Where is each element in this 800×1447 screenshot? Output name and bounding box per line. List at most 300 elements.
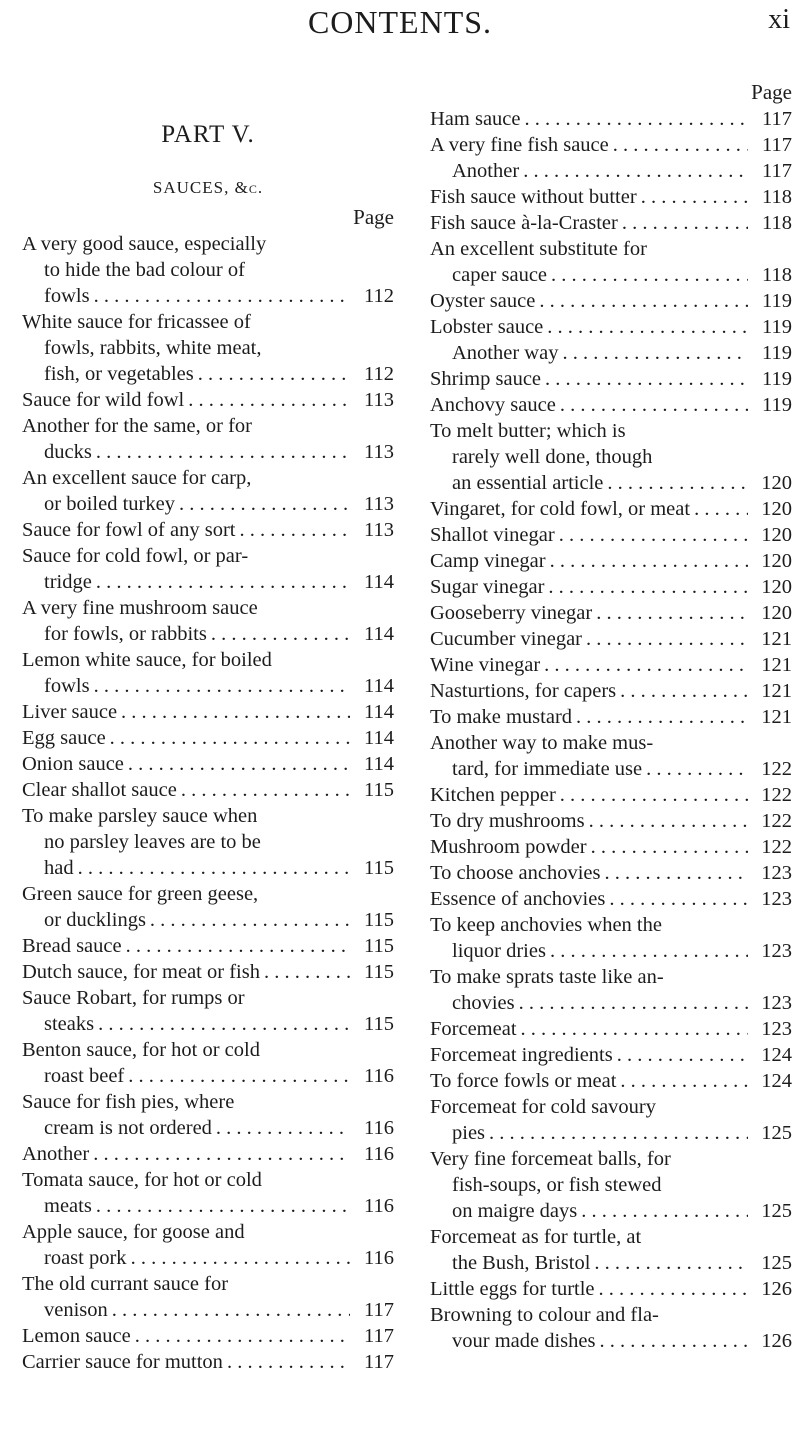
- entry-title-line: To force fowls or meat: [430, 1070, 617, 1092]
- dot-leader: [559, 522, 748, 548]
- contents-entry: [22, 1271, 394, 1323]
- contents-entry: [430, 652, 792, 678]
- entry-final-line: [430, 132, 792, 158]
- dot-leader: [98, 1011, 350, 1037]
- entry-page-number: 123: [761, 940, 792, 962]
- entry-title-line: Lobster sauce: [430, 316, 544, 338]
- entry-final-line: [430, 600, 792, 626]
- dot-leader: [121, 699, 350, 725]
- entry-page-number: 125: [761, 1122, 792, 1144]
- entry-title-line: Sauce for cold fowl, or par-: [22, 545, 249, 567]
- entry-title-line: venison: [44, 1299, 108, 1321]
- contents-entry: [430, 106, 792, 132]
- entry-page-number: 119: [762, 394, 792, 416]
- entry-title-line: Forcemeat ingredients: [430, 1044, 613, 1066]
- entry-title-line: Onion sauce: [22, 753, 124, 775]
- entry-title-line: Another way: [452, 342, 559, 364]
- entry-title-line: fowls: [44, 285, 90, 307]
- entry-final-line: [22, 491, 394, 517]
- dot-leader: [646, 756, 748, 782]
- entry-title-line: liquor dries: [452, 940, 546, 962]
- entry-final-line: [430, 574, 792, 600]
- dot-leader: [599, 1276, 748, 1302]
- entry-title-line: An excellent substitute for: [430, 238, 647, 260]
- entry-title-line: To melt butter; which is: [430, 420, 626, 442]
- entry-page-number: 112: [364, 285, 394, 307]
- entry-title-line: had: [44, 857, 74, 879]
- contents-entry: [430, 730, 792, 782]
- entry-page-number: 115: [364, 779, 394, 801]
- entry-page-number: 114: [364, 571, 394, 593]
- dot-leader: [216, 1115, 350, 1141]
- entry-final-line: [22, 907, 394, 933]
- entry-page-number: 113: [364, 389, 394, 411]
- entry-title-line: Liver sauce: [22, 701, 118, 723]
- dot-leader: [613, 132, 748, 158]
- entry-final-line: [22, 725, 394, 751]
- dot-leader: [525, 106, 749, 132]
- part-title: PART V.: [161, 121, 255, 148]
- entry-page-number: 118: [762, 186, 792, 208]
- contents-entry: [430, 132, 792, 158]
- entry-title-line: Sauce for wild fowl: [22, 389, 185, 411]
- contents-entry: [430, 1224, 792, 1276]
- entry-final-line: [430, 1276, 792, 1302]
- contents-entry: [430, 1068, 792, 1094]
- entry-title-line: an essential article: [452, 472, 604, 494]
- contents-entry: [22, 699, 394, 725]
- entry-page-number: 123: [761, 888, 792, 910]
- entry-title-line: Wine vinegar: [430, 654, 541, 676]
- dot-leader: [694, 496, 748, 522]
- contents-entry: [22, 777, 394, 803]
- entry-final-line: [22, 621, 394, 647]
- contents-entry: [22, 985, 394, 1037]
- entry-title-line: caper sauce: [452, 264, 548, 286]
- contents-entry: [430, 496, 792, 522]
- entry-title-line: A very fine fish sauce: [430, 134, 609, 156]
- entry-title-line: Dutch sauce, for meat or fish: [22, 961, 260, 983]
- contents-entry: [430, 210, 792, 236]
- dot-leader: [523, 158, 748, 184]
- entry-final-line: [430, 1120, 792, 1146]
- contents-entry: [430, 340, 792, 366]
- dot-leader: [94, 283, 350, 309]
- dot-leader: [112, 1297, 350, 1323]
- entry-page-number: 115: [364, 1013, 394, 1035]
- dot-leader: [181, 777, 350, 803]
- contents-entry: [22, 1323, 394, 1349]
- entry-page-number: 120: [761, 498, 792, 520]
- entry-final-line: [430, 340, 792, 366]
- contents-entry: [430, 184, 792, 210]
- contents-entry: [430, 158, 792, 184]
- entry-page-number: 122: [761, 758, 792, 780]
- entry-title-line: Mushroom powder: [430, 836, 587, 858]
- page-column-label: Page: [751, 80, 792, 104]
- entry-page-number: 115: [364, 961, 394, 983]
- entry-title-line: vour made dishes: [452, 1330, 596, 1352]
- entry-page-number: 113: [364, 493, 394, 515]
- entry-final-line: [22, 1063, 394, 1089]
- entry-title-line: Bread sauce: [22, 935, 122, 957]
- entry-title-line: Little eggs for turtle: [430, 1278, 595, 1300]
- entry-page-number: 114: [364, 753, 394, 775]
- entry-page-number: 121: [761, 706, 792, 728]
- entry-final-line: [22, 1297, 394, 1323]
- contents-entry: [22, 881, 394, 933]
- entry-page-number: 120: [761, 524, 792, 546]
- dot-leader: [560, 782, 748, 808]
- contents-entry: [430, 886, 792, 912]
- entry-page-number: 117: [364, 1299, 394, 1321]
- dot-leader: [94, 673, 350, 699]
- entry-title-line: Ham sauce: [430, 108, 521, 130]
- entry-title-line: Shallot vinegar: [430, 524, 555, 546]
- entry-title-line: Another way to make mus-: [430, 732, 654, 754]
- entry-title-line: Essence of anchovies: [430, 888, 606, 910]
- dot-leader: [96, 569, 350, 595]
- entry-title-line: meats: [44, 1195, 92, 1217]
- entry-title-line: Vingaret, for cold fowl, or meat: [430, 498, 691, 520]
- page-column-label: Page: [353, 205, 394, 229]
- entry-final-line: [22, 1011, 394, 1037]
- entry-page-number: 118: [762, 264, 792, 286]
- dot-leader: [519, 990, 748, 1016]
- dot-leader: [211, 621, 350, 647]
- entry-page-number: 113: [364, 441, 394, 463]
- dot-leader: [594, 1250, 748, 1276]
- entry-title-line: Anchovy sauce: [430, 394, 556, 416]
- entry-title-line: fish, or vegetables: [44, 363, 194, 385]
- entry-final-line: [430, 1250, 792, 1276]
- entry-page-number: 118: [762, 212, 792, 234]
- entry-final-line: [22, 751, 394, 777]
- entry-final-line: [430, 678, 792, 704]
- entry-final-line: [430, 288, 792, 314]
- entry-page-number: 115: [364, 909, 394, 931]
- dot-leader: [489, 1120, 748, 1146]
- dot-leader: [605, 860, 749, 886]
- entry-title-line: pies: [452, 1122, 486, 1144]
- entry-page-number: 125: [761, 1200, 792, 1222]
- entry-title-line: Another: [22, 1143, 90, 1165]
- dot-leader: [620, 678, 748, 704]
- dot-leader: [110, 725, 350, 751]
- entry-final-line: [22, 439, 394, 465]
- dot-leader: [150, 907, 350, 933]
- dot-leader: [550, 938, 748, 964]
- entry-page-number: 117: [762, 134, 792, 156]
- entry-title-line: no parsley leaves are to be: [44, 831, 261, 853]
- entry-final-line: [430, 470, 792, 496]
- dot-leader: [179, 491, 350, 517]
- contents-entry: [430, 600, 792, 626]
- entry-title-line: Sauce Robart, for rumps or: [22, 987, 245, 1009]
- entry-page-number: 119: [762, 342, 792, 364]
- entry-title-line: the Bush, Bristol: [452, 1252, 591, 1274]
- contents-entry: [22, 413, 394, 465]
- entry-page-number: 112: [364, 363, 394, 385]
- entry-title-line: on maigre days: [452, 1200, 578, 1222]
- dot-leader: [96, 439, 350, 465]
- entry-page-number: 123: [761, 862, 792, 884]
- entry-title-line: Shrimp sauce: [430, 368, 542, 390]
- entry-title-line: Carrier sauce for mutton: [22, 1351, 223, 1373]
- dot-leader: [188, 387, 350, 413]
- contents-entry: [430, 548, 792, 574]
- entry-title-line: or boiled turkey: [44, 493, 175, 515]
- entry-title-line: Cucumber vinegar: [430, 628, 582, 650]
- entry-title-line: Clear shallot sauce: [22, 779, 177, 801]
- dot-leader: [96, 1193, 350, 1219]
- entry-page-number: 120: [761, 602, 792, 624]
- entry-title-line: Fish sauce à-la-Craster: [430, 212, 618, 234]
- entry-title-line: Nasturtions, for capers: [430, 680, 617, 702]
- dot-leader: [547, 314, 748, 340]
- entry-page-number: 120: [761, 576, 792, 598]
- contents-entry: [430, 964, 792, 1016]
- entry-final-line: [430, 548, 792, 574]
- contents-entry: [430, 1094, 792, 1146]
- running-title: CONTENTS.: [307, 4, 493, 40]
- entry-page-number: 121: [761, 654, 792, 676]
- entry-final-line: [22, 387, 394, 413]
- contents-entry: [430, 1042, 792, 1068]
- dot-leader: [227, 1349, 350, 1375]
- entry-title-line: To dry mushrooms: [430, 810, 585, 832]
- contents-entry: [22, 803, 394, 881]
- contents-list-left: [22, 231, 394, 1375]
- entry-title-line: tard, for immediate use: [452, 758, 643, 780]
- section-title: SAUCES, &c.: [152, 178, 264, 197]
- entry-title-line: Forcemeat as for turtle, at: [430, 1226, 642, 1248]
- dot-leader: [521, 1016, 748, 1042]
- entry-title-line: Very fine forcemeat balls, for: [430, 1148, 671, 1170]
- entry-title-line: or ducklings: [44, 909, 146, 931]
- entry-title-line: Oyster sauce: [430, 290, 536, 312]
- entry-final-line: [430, 626, 792, 652]
- entry-final-line: [430, 652, 792, 678]
- entry-title-line: To choose anchovies: [430, 862, 601, 884]
- entry-final-line: [430, 938, 792, 964]
- dot-leader: [622, 210, 748, 236]
- dot-leader: [128, 751, 350, 777]
- contents-entry: [22, 465, 394, 517]
- dot-leader: [607, 470, 748, 496]
- entry-final-line: [22, 1115, 394, 1141]
- page-number: xi: [768, 4, 790, 35]
- entry-title-line: tridge: [44, 571, 92, 593]
- entry-title-line: A very fine mushroom sauce: [22, 597, 258, 619]
- dot-leader: [596, 600, 748, 626]
- dot-leader: [609, 886, 748, 912]
- contents-entry: [430, 392, 792, 418]
- contents-entry: [430, 626, 792, 652]
- entry-page-number: 115: [364, 857, 394, 879]
- dot-leader: [581, 1198, 748, 1224]
- contents-entry: [430, 860, 792, 886]
- contents-entry: [430, 1302, 792, 1354]
- entry-page-number: 121: [761, 680, 792, 702]
- entry-final-line: [430, 158, 792, 184]
- entry-page-number: 117: [364, 1351, 394, 1373]
- entry-final-line: [430, 366, 792, 392]
- dot-leader: [198, 361, 350, 387]
- dot-leader: [617, 1042, 748, 1068]
- entry-title-line: Sugar vinegar: [430, 576, 545, 598]
- entry-final-line: [22, 1141, 394, 1167]
- dot-leader: [545, 366, 748, 392]
- contents-entry: [430, 808, 792, 834]
- entry-final-line: [430, 522, 792, 548]
- contents-entry: [22, 1167, 394, 1219]
- dot-leader: [131, 1245, 350, 1271]
- entry-title-line: Lemon sauce: [22, 1325, 131, 1347]
- entry-title-line: Benton sauce, for hot or cold: [22, 1039, 260, 1061]
- contents-entry: [430, 1276, 792, 1302]
- entry-title-line: To make parsley sauce when: [22, 805, 258, 827]
- entry-final-line: [430, 262, 792, 288]
- entry-page-number: 122: [761, 784, 792, 806]
- contents-entry: [430, 782, 792, 808]
- dot-leader: [78, 855, 350, 881]
- entry-title-line: Sauce for fowl of any sort: [22, 519, 236, 541]
- contents-entry: [430, 1016, 792, 1042]
- entry-final-line: [430, 392, 792, 418]
- entry-page-number: 122: [761, 836, 792, 858]
- entry-page-number: 123: [761, 1018, 792, 1040]
- entry-final-line: [430, 210, 792, 236]
- entry-final-line: [22, 1245, 394, 1271]
- entry-page-number: 124: [761, 1070, 792, 1092]
- contents-list-right: [430, 106, 792, 1354]
- contents-entry: [22, 647, 394, 699]
- dot-leader: [544, 652, 748, 678]
- dot-leader: [599, 1328, 748, 1354]
- entry-title-line: rarely well done, though: [452, 446, 653, 468]
- entry-page-number: 116: [364, 1065, 394, 1087]
- dot-leader: [126, 933, 350, 959]
- entry-final-line: [22, 1193, 394, 1219]
- entry-title-line: fish-soups, or fish stewed: [452, 1174, 662, 1196]
- entry-final-line: [430, 314, 792, 340]
- entry-page-number: 116: [364, 1117, 394, 1139]
- entry-final-line: [430, 782, 792, 808]
- entry-final-line: [430, 1328, 792, 1354]
- entry-page-number: 120: [761, 472, 792, 494]
- dot-leader: [576, 704, 748, 730]
- entry-title-line: fowls: [44, 675, 90, 697]
- entry-title-line: To keep anchovies when the: [430, 914, 662, 936]
- entry-title-line: Fish sauce without butter: [430, 186, 637, 208]
- entry-title-line: ducks: [44, 441, 92, 463]
- entry-page-number: 126: [761, 1278, 792, 1300]
- contents-entry: [430, 704, 792, 730]
- entry-final-line: [430, 106, 792, 132]
- contents-entry: [22, 933, 394, 959]
- entry-title-line: Kitchen pepper: [430, 784, 556, 806]
- entry-page-number: 119: [762, 290, 792, 312]
- entry-title-line: Forcemeat for cold savoury: [430, 1096, 656, 1118]
- entry-page-number: 126: [761, 1330, 792, 1352]
- contents-entry: [22, 1219, 394, 1271]
- dot-leader: [591, 834, 748, 860]
- entry-title-line: To make sprats taste like an-: [430, 966, 664, 988]
- contents-entry: [22, 543, 394, 595]
- entry-final-line: [430, 184, 792, 210]
- entry-page-number: 119: [762, 316, 792, 338]
- contents-entry: [22, 309, 394, 387]
- entry-final-line: [430, 886, 792, 912]
- dot-leader: [589, 808, 748, 834]
- contents-entry: [22, 1141, 394, 1167]
- entry-page-number: 117: [762, 108, 792, 130]
- entry-final-line: [22, 777, 394, 803]
- entry-title-line: Green sauce for green geese,: [22, 883, 259, 905]
- entry-page-number: 114: [364, 727, 394, 749]
- entry-title-line: Apple sauce, for goose and: [22, 1221, 245, 1243]
- entry-title-line: to hide the bad colour of: [44, 259, 245, 281]
- contents-entry: [430, 288, 792, 314]
- contents-entry: [430, 834, 792, 860]
- entry-final-line: [22, 283, 394, 309]
- dot-leader: [620, 1068, 748, 1094]
- contents-entry: [430, 912, 792, 964]
- entry-final-line: [22, 1323, 394, 1349]
- entry-title-line: Another for the same, or for: [22, 415, 252, 437]
- entry-title-line: Sauce for fish pies, where: [22, 1091, 235, 1113]
- entry-title-line: Egg sauce: [22, 727, 106, 749]
- page-header: [0, 0, 800, 70]
- contents-entry: [22, 959, 394, 985]
- entry-page-number: 125: [761, 1252, 792, 1274]
- entry-page-number: 123: [761, 992, 792, 1014]
- entry-final-line: [22, 361, 394, 387]
- entry-final-line: [430, 1198, 792, 1224]
- entry-page-number: 119: [762, 368, 792, 390]
- entry-title-line: cream is not ordered: [44, 1117, 212, 1139]
- entry-title-line: Gooseberry vinegar: [430, 602, 593, 624]
- entry-title-line: Tomata sauce, for hot or cold: [22, 1169, 262, 1191]
- entry-title-line: To make mustard: [430, 706, 573, 728]
- entry-title-line: Browning to colour and fla-: [430, 1304, 659, 1326]
- entry-page-number: 116: [364, 1247, 394, 1269]
- entry-title-line: The old currant sauce for: [22, 1273, 229, 1295]
- entry-final-line: [430, 704, 792, 730]
- entry-title-line: roast beef: [44, 1065, 125, 1087]
- contents-entry: [430, 366, 792, 392]
- contents-entry: [430, 574, 792, 600]
- contents-entry: [22, 387, 394, 413]
- dot-leader: [135, 1323, 350, 1349]
- dot-leader: [539, 288, 748, 314]
- entry-final-line: [430, 1042, 792, 1068]
- entry-page-number: 120: [761, 550, 792, 572]
- contents-entry: [22, 725, 394, 751]
- dot-leader: [562, 340, 748, 366]
- entry-page-number: 116: [364, 1143, 394, 1165]
- entry-final-line: [22, 699, 394, 725]
- entry-title-line: roast pork: [44, 1247, 127, 1269]
- contents-entry: [430, 314, 792, 340]
- entry-title-line: An excellent sauce for carp,: [22, 467, 252, 489]
- entry-page-number: 121: [761, 628, 792, 650]
- entry-final-line: [22, 569, 394, 595]
- entry-title-line: chovies: [452, 992, 515, 1014]
- contents-entry: [22, 595, 394, 647]
- entry-title-line: Camp vinegar: [430, 550, 546, 572]
